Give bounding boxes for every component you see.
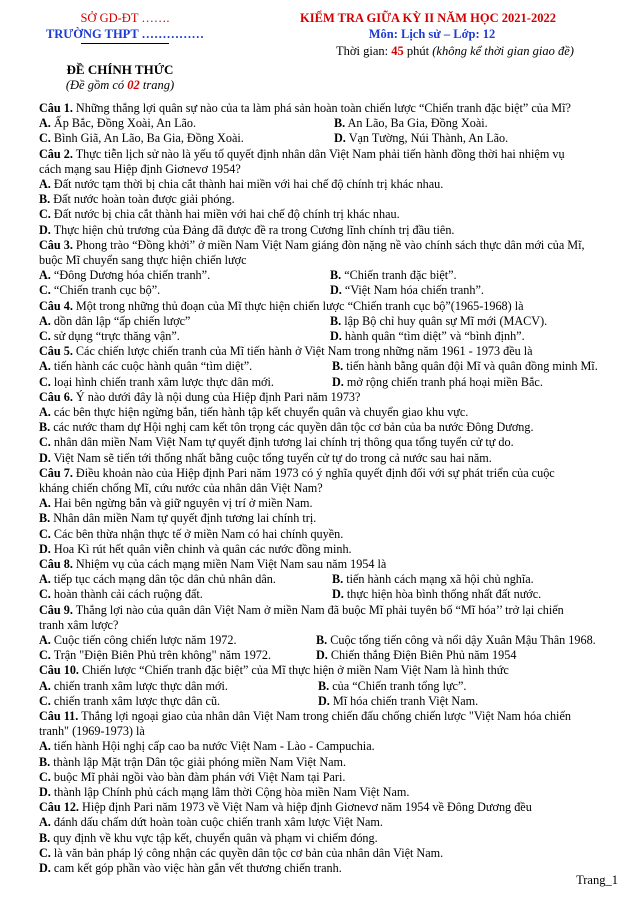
question-stem-text: Một trong những thủ đoạn của Mĩ thực hiện chiến lược “Chiến tranh cục bộ”(1965-1968) là xyxy=(75,298,524,313)
time-note: (không kể thời gian giao đề) xyxy=(432,44,574,58)
option-text: các nước tham dự Hội nghị cam kết tôn trọng các quyền dân tộc cơ bản của ba nước Đông Dương. xyxy=(53,420,534,435)
option-text: Đất nước bị chia cắt thành hai miền với hai chế độ chính trị khác nhau. xyxy=(53,207,400,222)
option-text: Cuộc tổng tiến công và nổi dậy Xuân Mậu Thân 1968. xyxy=(330,632,596,647)
option-text: chiến tranh xâm lược thực dân mới. xyxy=(53,678,228,693)
answer-option xyxy=(334,131,508,146)
option-text: tiến hành bằng quân đội Mĩ và quân đồng minh Mĩ. xyxy=(346,359,598,374)
question-number: Câu 6. xyxy=(39,389,73,404)
question-stem-text: Ý nào dưới đây là nội dung của Hiệp định Pari năm 1973? xyxy=(75,389,361,404)
option-letter: C. xyxy=(39,693,51,708)
option-text: là văn bản pháp lý công nhận các quyền dân tộc cơ bản của nhân dân Việt Nam. xyxy=(53,845,444,860)
option-text: Việt Nam sẽ tiến tới thống nhất bằng cuộc tổng tuyển cử tự do trong cả nước sau hai năm. xyxy=(53,450,492,465)
option-letter: B. xyxy=(330,313,342,328)
answer-option xyxy=(39,815,383,829)
answer-option xyxy=(39,207,400,221)
option-letter: A. xyxy=(39,313,51,328)
answer-option xyxy=(39,511,316,525)
option-text: Trận "Điện Biên Phủ trên không" năm 1972. xyxy=(53,648,272,663)
option-text: lập Bộ chỉ huy quân sự Mĩ mới (MACV). xyxy=(344,313,548,328)
option-letter: C. xyxy=(39,207,51,222)
answer-option xyxy=(39,451,492,465)
exam-title: KIỂM TRA GIỮA KỲ II NĂM HỌC 2021-2022 xyxy=(300,11,556,25)
question-stem-line xyxy=(39,481,619,496)
question-stem-text: cách mạng sau Hiệp định Giơnevơ 1954? xyxy=(39,161,241,176)
question-number: Câu 3. xyxy=(39,237,73,252)
question-block xyxy=(39,663,619,709)
question-stem-text: Thắng lợi nào của quân dân Việt Nam ở miền Nam đã buộc Mĩ phải tuyên bố “Mĩ hóa’’ trở lại chiến xyxy=(75,602,564,617)
answer-option xyxy=(332,375,543,390)
option-letter: C. xyxy=(39,131,51,146)
answer-option xyxy=(39,177,443,191)
option-text: cam kết góp phần vào việc hàn gắn vết thương chiến tranh. xyxy=(53,860,342,875)
option-text: thành lập Chính phủ cách mạng lâm thời Cộng hòa miền Nam Việt Nam. xyxy=(53,784,410,799)
answer-option xyxy=(39,694,220,708)
header-left xyxy=(30,10,220,44)
option-letter: D. xyxy=(39,450,51,465)
question-block xyxy=(39,557,619,603)
option-row xyxy=(39,223,619,238)
question-stem-text: Thắng lợi ngoại giao của nhân dân Việt Nam trong chiến đấu chống chiến lược "Việt Nam hóa chiến xyxy=(81,708,571,723)
option-letter: B. xyxy=(334,116,346,131)
question-stem-line xyxy=(39,663,619,678)
question-stem-line xyxy=(39,238,619,253)
answer-option xyxy=(39,785,409,799)
question-number: Câu 9. xyxy=(39,602,73,617)
option-row xyxy=(39,375,619,390)
question-list xyxy=(39,101,619,876)
answer-option xyxy=(39,542,352,556)
question-stem-text: Những thắng lợi quân sự nào của ta làm phá sản hoàn toàn chiến lược “Chiến tranh đặc biệt” của Mĩ? xyxy=(75,101,571,115)
answer-option xyxy=(39,268,210,282)
question-block xyxy=(39,344,619,390)
option-letter: D. xyxy=(39,784,51,799)
option-text: Hai bên ngừng bắn và giữ nguyên vị trí ở miền Nam. xyxy=(53,496,313,511)
option-row xyxy=(39,542,619,557)
option-text: dồn dân lập “ấp chiến lược” xyxy=(53,313,191,328)
option-row xyxy=(39,815,619,830)
question-number: Câu 4. xyxy=(39,298,73,313)
option-letter: A. xyxy=(39,404,51,419)
option-text: tiếp tục cách mạng dân tộc dân chủ nhân dân. xyxy=(53,572,276,587)
option-text: thành lập Mặt trận Dân tộc giải phóng miền Nam Việt Nam. xyxy=(53,754,347,769)
option-letter: C. xyxy=(39,648,51,663)
option-row xyxy=(39,314,619,329)
option-letter: A. xyxy=(39,116,51,131)
question-stem-line xyxy=(39,603,619,618)
answer-option xyxy=(39,496,313,510)
option-row xyxy=(39,268,619,283)
question-stem-line xyxy=(39,299,619,314)
answer-option xyxy=(39,755,346,769)
option-row xyxy=(39,785,619,800)
option-letter: C. xyxy=(39,374,51,389)
question-stem-text: tranh xâm lược? xyxy=(39,617,119,632)
option-text: hoàn thành cải cách ruộng đất. xyxy=(53,587,203,602)
question-block xyxy=(39,101,619,147)
answer-option xyxy=(39,223,454,237)
option-letter: C. xyxy=(39,587,51,602)
question-number: Câu 1. xyxy=(39,101,73,115)
question-stem-line xyxy=(39,344,619,359)
question-block xyxy=(39,390,619,466)
question-stem-text: Thực tiễn lịch sử nào là yếu tố quyết định nhân dân Việt Nam phải tiến hành đồng thời hai nhiệm vụ xyxy=(75,146,565,161)
option-letter: A. xyxy=(39,359,51,374)
answer-option xyxy=(39,375,274,389)
answer-option xyxy=(39,420,534,434)
option-letter: C. xyxy=(39,328,51,343)
option-row xyxy=(39,846,619,861)
answer-option xyxy=(330,329,525,344)
option-text: Đất nước hoàn toàn được giải phóng. xyxy=(53,192,235,207)
option-row xyxy=(39,192,619,207)
question-block xyxy=(39,800,619,876)
option-text: Các bên thừa nhận thực tế ở miền Nam có hai chính quyền. xyxy=(53,526,344,541)
option-letter: B. xyxy=(39,754,51,769)
subject-label: Môn: Lịch sử – Lớp: 12 xyxy=(368,27,496,41)
option-text: Hoa Kì rút hết quân viễn chinh và quân các nước đồng minh. xyxy=(53,541,352,556)
answer-option xyxy=(39,359,252,373)
option-text: mở rộng chiến tranh phá hoại miền Bắc. xyxy=(346,374,543,389)
answer-option xyxy=(334,116,488,131)
option-text: Đất nước tạm thời bị chia cắt thành hai miền với hai chế độ chính trị khác nhau. xyxy=(53,176,444,191)
option-text: Ấp Bắc, Đồng Xoài, An Lão. xyxy=(53,116,197,131)
option-letter: D. xyxy=(39,222,51,237)
option-row xyxy=(39,116,619,131)
option-text: “Chiến tranh đặc biệt”. xyxy=(344,268,457,283)
answer-option xyxy=(39,587,203,601)
question-block xyxy=(39,466,619,557)
answer-option xyxy=(332,359,598,374)
answer-option xyxy=(330,268,457,283)
option-letter: D. xyxy=(330,328,342,343)
question-stem-text: Nhiệm vụ của cách mạng miền Nam Việt Nam sau năm 1954 là xyxy=(75,556,387,571)
question-block xyxy=(39,238,619,299)
option-letter: A. xyxy=(39,268,51,283)
question-number: Câu 12. xyxy=(39,800,79,815)
option-row xyxy=(39,679,619,694)
question-stem-text: kháng chiến chống Mĩ, cứu nước của nhân dân Việt Nam? xyxy=(39,480,323,495)
page-footer: Trang_1 xyxy=(576,873,618,887)
option-text: An Lão, Ba Gia, Đồng Xoài. xyxy=(347,116,488,131)
page-count-note xyxy=(30,77,210,93)
answer-option xyxy=(39,283,160,297)
option-letter: A. xyxy=(39,632,51,647)
option-text: loại hình chiến tranh xâm lược thực dân mới. xyxy=(53,374,274,389)
option-text: hành quân “tìm diệt” và “bình định”. xyxy=(344,328,525,343)
option-letter: A. xyxy=(39,176,51,191)
option-row xyxy=(39,770,619,785)
answer-option xyxy=(332,572,534,587)
option-letter: D. xyxy=(39,860,51,875)
option-letter: B. xyxy=(39,511,51,526)
question-block xyxy=(39,603,619,664)
option-row xyxy=(39,527,619,542)
answer-option xyxy=(39,633,237,647)
question-stem-text: buộc Mĩ chuyển sang thực hiện chiến lược xyxy=(39,253,247,267)
question-stem-text: Hiệp định Pari năm 1973 về Việt Nam và hiệp định Giơnevơ năm 1954 về Đông Dương đều xyxy=(82,800,532,815)
option-row xyxy=(39,283,619,298)
question-stem-text: tranh" (1969-1973) là xyxy=(39,724,145,739)
option-letter: B. xyxy=(39,192,51,207)
option-text: các bên thực hiện ngừng bắn, tiến hành tập kết chuyển quân và chuyển giao khu vực. xyxy=(53,404,469,419)
question-stem-line xyxy=(39,147,619,162)
option-letter: B. xyxy=(332,572,344,587)
option-row xyxy=(39,511,619,526)
question-number: Câu 8. xyxy=(39,556,73,571)
option-row xyxy=(39,648,619,663)
option-letter: D. xyxy=(318,693,330,708)
option-letter: D. xyxy=(332,587,344,602)
school-name: TRƯỜNG THPT …………… xyxy=(45,27,205,41)
option-letter: C. xyxy=(39,283,51,298)
option-text: Chiến thắng Điện Biên Phủ năm 1954 xyxy=(330,648,517,663)
option-text: sử dụng “trực thăng vận”. xyxy=(53,328,180,343)
answer-option xyxy=(330,314,547,329)
answer-option xyxy=(316,648,516,663)
option-row xyxy=(39,207,619,222)
question-block xyxy=(39,147,619,238)
option-letter: A. xyxy=(39,496,51,511)
option-row xyxy=(39,739,619,754)
question-stem-text: Chiến lược “Chiến tranh đặc biệt” của Mĩ thực hiện ở miền Nam Việt Nam là hình thức xyxy=(82,663,509,678)
option-row xyxy=(39,131,619,146)
option-letter: B. xyxy=(39,420,51,435)
pages-count: 02 xyxy=(127,78,140,92)
option-text: tiến hành các cuộc hành quân “tìm diệt”. xyxy=(53,359,253,374)
option-letter: A. xyxy=(39,739,51,754)
option-letter: B. xyxy=(316,632,328,647)
department-name: SỞ GD-ĐT ……. xyxy=(80,11,170,25)
option-text: chiến tranh xâm lược thực dân cũ. xyxy=(53,693,221,708)
option-letter: D. xyxy=(334,131,346,146)
option-letter: C. xyxy=(39,526,51,541)
option-letter: A. xyxy=(39,678,51,693)
option-text: quy định về khu vực tập kết, chuyển quân và phạm vi chiếm đóng. xyxy=(53,830,378,845)
option-letter: A. xyxy=(39,572,51,587)
option-text: Mĩ hóa chiến tranh Việt Nam. xyxy=(332,693,479,708)
question-stem-line xyxy=(39,162,619,177)
option-letter: D. xyxy=(316,648,328,663)
option-letter: C. xyxy=(39,845,51,860)
answer-option xyxy=(39,314,190,328)
question-stem-line xyxy=(39,101,619,116)
answer-option xyxy=(39,770,345,784)
question-stem-line xyxy=(39,618,619,633)
option-row xyxy=(39,587,619,602)
option-letter: C. xyxy=(39,769,51,784)
answer-option xyxy=(39,679,228,693)
question-stem-line xyxy=(39,390,619,405)
question-stem-text: Điều khoản nào của Hiệp định Pari năm 1973 có ý nghĩa quyết định đối với sự phát triển của cuộc xyxy=(75,465,555,480)
school-underline xyxy=(81,43,169,44)
question-stem-line xyxy=(39,724,619,739)
question-number: Câu 7. xyxy=(39,465,73,480)
time-value: 45 xyxy=(391,44,404,58)
option-letter: B. xyxy=(330,268,342,283)
option-text: tiến hành Hội nghị cấp cao ba nước Việt Nam - Lào - Campuchia. xyxy=(53,739,375,754)
option-row xyxy=(39,633,619,648)
answer-option xyxy=(39,116,196,130)
option-row xyxy=(39,496,619,511)
option-text: tiến hành cách mạng xã hội chủ nghĩa. xyxy=(346,572,534,587)
pages-suffix: trang) xyxy=(142,78,175,92)
question-stem-line xyxy=(39,253,619,268)
option-row xyxy=(39,451,619,466)
exam-time xyxy=(270,43,640,59)
option-letter: B. xyxy=(332,359,344,374)
option-row xyxy=(39,435,619,450)
option-letter: B. xyxy=(39,830,51,845)
answer-option xyxy=(318,694,478,709)
option-row xyxy=(39,359,619,374)
question-stem-text: Phong trào “Đồng khởi” ở miền Nam Việt Nam giáng đòn nặng nề vào chính sách thực dân mới của Mĩ, xyxy=(75,237,585,252)
option-row xyxy=(39,861,619,876)
option-letter: B. xyxy=(318,678,330,693)
option-text: thực hiện hòa bình thống nhất đất nước. xyxy=(346,587,542,602)
question-stem-text: Các chiến lược chiến tranh của Mĩ tiến hành ở Việt Nam trong những năm 1961 - 1973 đều là xyxy=(75,344,533,359)
option-letter: A. xyxy=(39,815,51,830)
answer-option xyxy=(332,587,541,602)
question-number: Câu 5. xyxy=(39,344,73,359)
option-text: nhân dân miền Nam Việt Nam tự quyết định tương lai chính trị thông qua tổng tuyển cử tự do. xyxy=(53,435,514,450)
answer-option xyxy=(39,831,378,845)
answer-option xyxy=(39,192,235,206)
answer-option xyxy=(39,739,375,753)
option-text: buộc Mĩ phải ngồi vào bàn đàm phán với Việt Nam tại Pari. xyxy=(53,769,346,784)
pages-prefix: (Đề gồm có xyxy=(65,78,125,92)
answer-option xyxy=(39,329,180,343)
question-stem-line xyxy=(39,709,619,724)
answer-option xyxy=(39,435,514,449)
answer-option xyxy=(318,679,466,694)
option-text: “Việt Nam hóa chiến tranh”. xyxy=(344,283,484,298)
question-block xyxy=(39,299,619,345)
option-letter: D. xyxy=(330,283,342,298)
answer-option xyxy=(39,527,343,541)
option-text: Bình Giã, An Lão, Ba Gia, Đồng Xoài. xyxy=(53,131,244,146)
option-text: “Chiến tranh cục bộ”. xyxy=(53,283,161,298)
option-row xyxy=(39,420,619,435)
option-row xyxy=(39,694,619,709)
answer-option xyxy=(39,648,271,662)
answer-option xyxy=(316,633,596,648)
option-text: của “Chiến tranh tổng lực”. xyxy=(332,678,467,693)
question-number: Câu 2. xyxy=(39,146,73,161)
answer-option xyxy=(39,572,276,586)
option-row xyxy=(39,329,619,344)
question-number: Câu 11. xyxy=(39,708,79,723)
option-letter: C. xyxy=(39,435,51,450)
option-letter: D. xyxy=(39,541,51,556)
question-stem-line xyxy=(39,800,619,815)
question-stem-line xyxy=(39,557,619,572)
question-number: Câu 10. xyxy=(39,663,79,678)
option-text: Thực hiện chủ trương của Đảng đã được đề ra trong Cương lĩnh chính trị đầu tiên. xyxy=(53,222,455,237)
answer-option xyxy=(39,131,244,145)
option-text: Nhân dân miền Nam tự quyết định tương lai chính trị. xyxy=(53,511,317,526)
option-text: đánh dấu chấm dứt hoàn toàn cuộc chiến tranh xâm lược Việt Nam. xyxy=(53,815,383,830)
answer-option xyxy=(39,405,468,419)
option-row xyxy=(39,177,619,192)
question-block xyxy=(39,709,619,800)
time-prefix: Thời gian: xyxy=(336,44,389,58)
time-unit: phút xyxy=(406,44,430,58)
option-letter: D. xyxy=(332,374,344,389)
question-stem-line xyxy=(39,466,619,481)
option-text: Vạn Tường, Núi Thành, An Lão. xyxy=(348,131,509,146)
option-row xyxy=(39,405,619,420)
option-row xyxy=(39,572,619,587)
answer-option xyxy=(39,846,443,860)
option-row xyxy=(39,831,619,846)
option-text: Cuộc tiến công chiến lược năm 1972. xyxy=(53,632,237,647)
answer-option xyxy=(39,861,342,875)
option-text: “Đông Dương hóa chiến tranh”. xyxy=(53,268,211,283)
official-label: ĐỀ CHÍNH THỨC xyxy=(66,62,174,77)
option-row xyxy=(39,755,619,770)
answer-option xyxy=(330,283,484,298)
